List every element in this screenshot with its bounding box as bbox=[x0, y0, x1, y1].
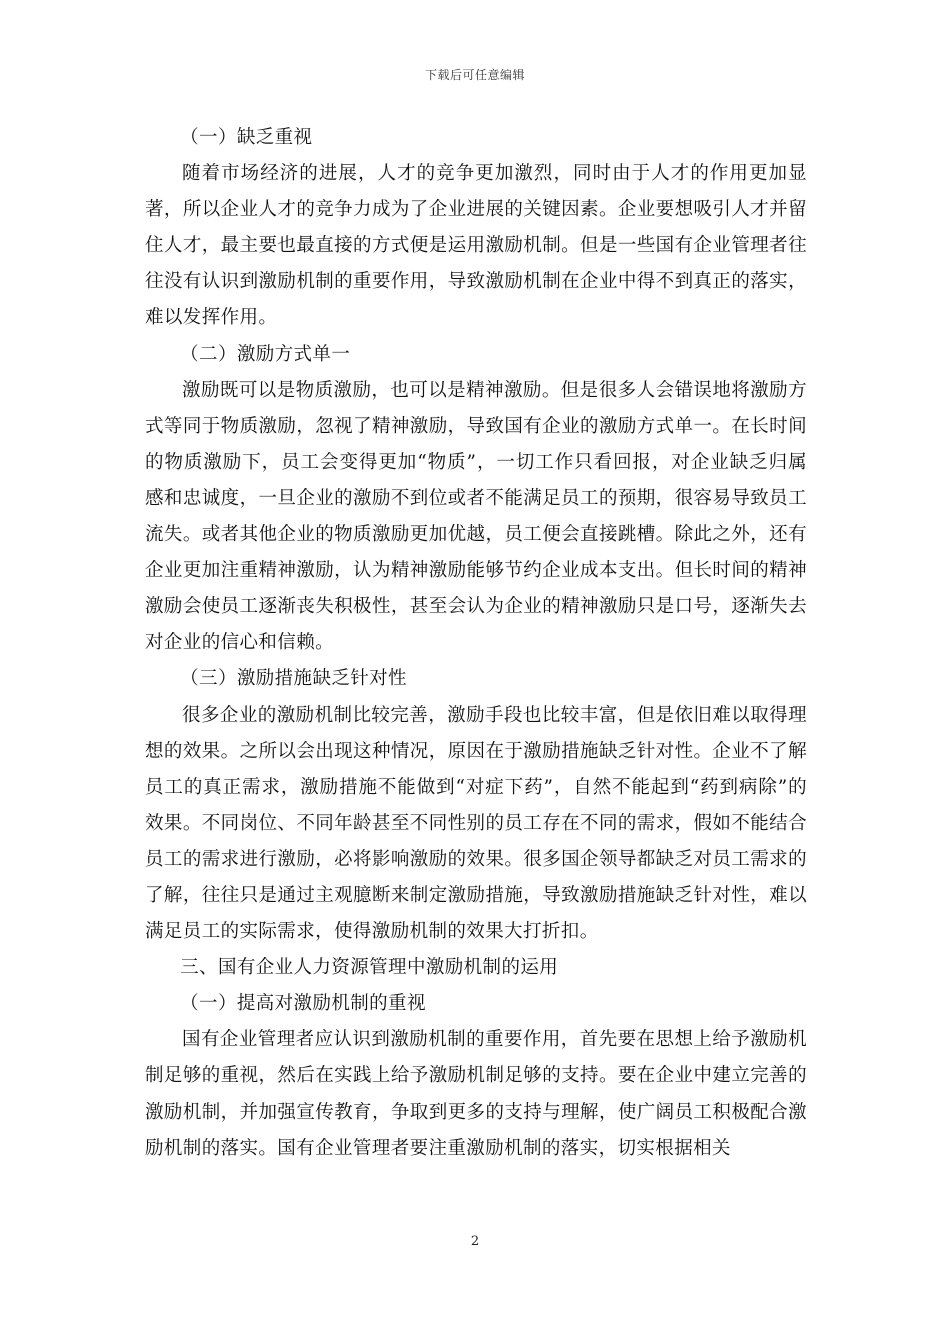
paragraph-lack-of-attention: 随着市场经济的进展，人才的竞争更加激烈，同时由于人才的作用更加显著，所以企业人才的竞争力成为了企业进展的关键因素。企业要想吸引人才并留住人才，最主要也最直接的方式便是运用激励机制。但是一些国有企业管理者往往没有认识到激励机制的重要作用，导致激励机制在企业中得不到真正的落实，难以发挥作用。 bbox=[145, 163, 807, 329]
paragraph-raise-attention: 国有企业管理者应认识到激励机制的重要作用，首先要在思想上给予激励机制足够的重视，然后在实践上给予激励机制足够的支持。要在企业中建立完善的激励机制，并加强宣传教育，争取到更多的支持与理解，使广阔员工积极配合激励机制的落实。国有企业管理者要注重激励机制的落实，切实根据相关 bbox=[145, 1029, 807, 1159]
subheading-lack-of-targeting: （三）激励措施缺乏针对性 bbox=[180, 668, 407, 690]
subheading-single-incentive-method: （二）激励方式单一 bbox=[180, 343, 351, 365]
document-body bbox=[145, 120, 807, 1167]
paragraph-lack-of-targeting: 很多企业的激励机制比较完善，激励手段也比较丰富，但是依旧难以取得理想的效果。之所以会出现这种情况，原因在于激励措施缺乏针对性。企业不了解员工的真正需求，激励措施不能做到“对症下药”，自然不能起到“药到病除”的效果。不同岗位、不同年龄甚至不同性别的员工存在不同的需求，假如不能结合员工的需求进行激励，必将影响激励的效果。很多国企领导都缺乏对员工需求的了解，往往只是通过主观臆断来制定激励措施，导致激励措施缺乏针对性，难以满足员工的实际需求，使得激励机制的效果大打折扣。 bbox=[145, 704, 807, 943]
page-number: 2 bbox=[470, 1234, 480, 1249]
subheading-raise-attention: （一）提高对激励机制的重视 bbox=[180, 993, 426, 1015]
subheading-lack-of-attention: （一）缺乏重视 bbox=[180, 127, 313, 148]
page-header: 下载后可任意编辑 bbox=[424, 68, 525, 82]
paragraph-single-incentive-method: 激励既可以是物质激励，也可以是精神激励。但是很多人会错误地将激励方式等同于物质激励，忽视了精神激励，导致国有企业的激励方式单一。在长时间的物质激励下，员工会变得更加“物质”，一切工作只看回报，对企业缺乏归属感和忠诚度，一旦企业的激励不到位或者不能满足员工的预期，很容易导致员工流失。或者其他企业的物质激励更加优越，员工便会直接跳槽。除此之外，还有企业更加注重精神激励，认为精神激励能够节约企业成本支出。但长时间的精神激励会使员工逐渐丧失积极性，甚至会认为企业的精神激励只是口号，逐渐失去对企业的信心和信赖。 bbox=[145, 379, 807, 654]
section-heading-application: 三、国有企业人力资源管理中激励机制的运用 bbox=[180, 957, 559, 979]
